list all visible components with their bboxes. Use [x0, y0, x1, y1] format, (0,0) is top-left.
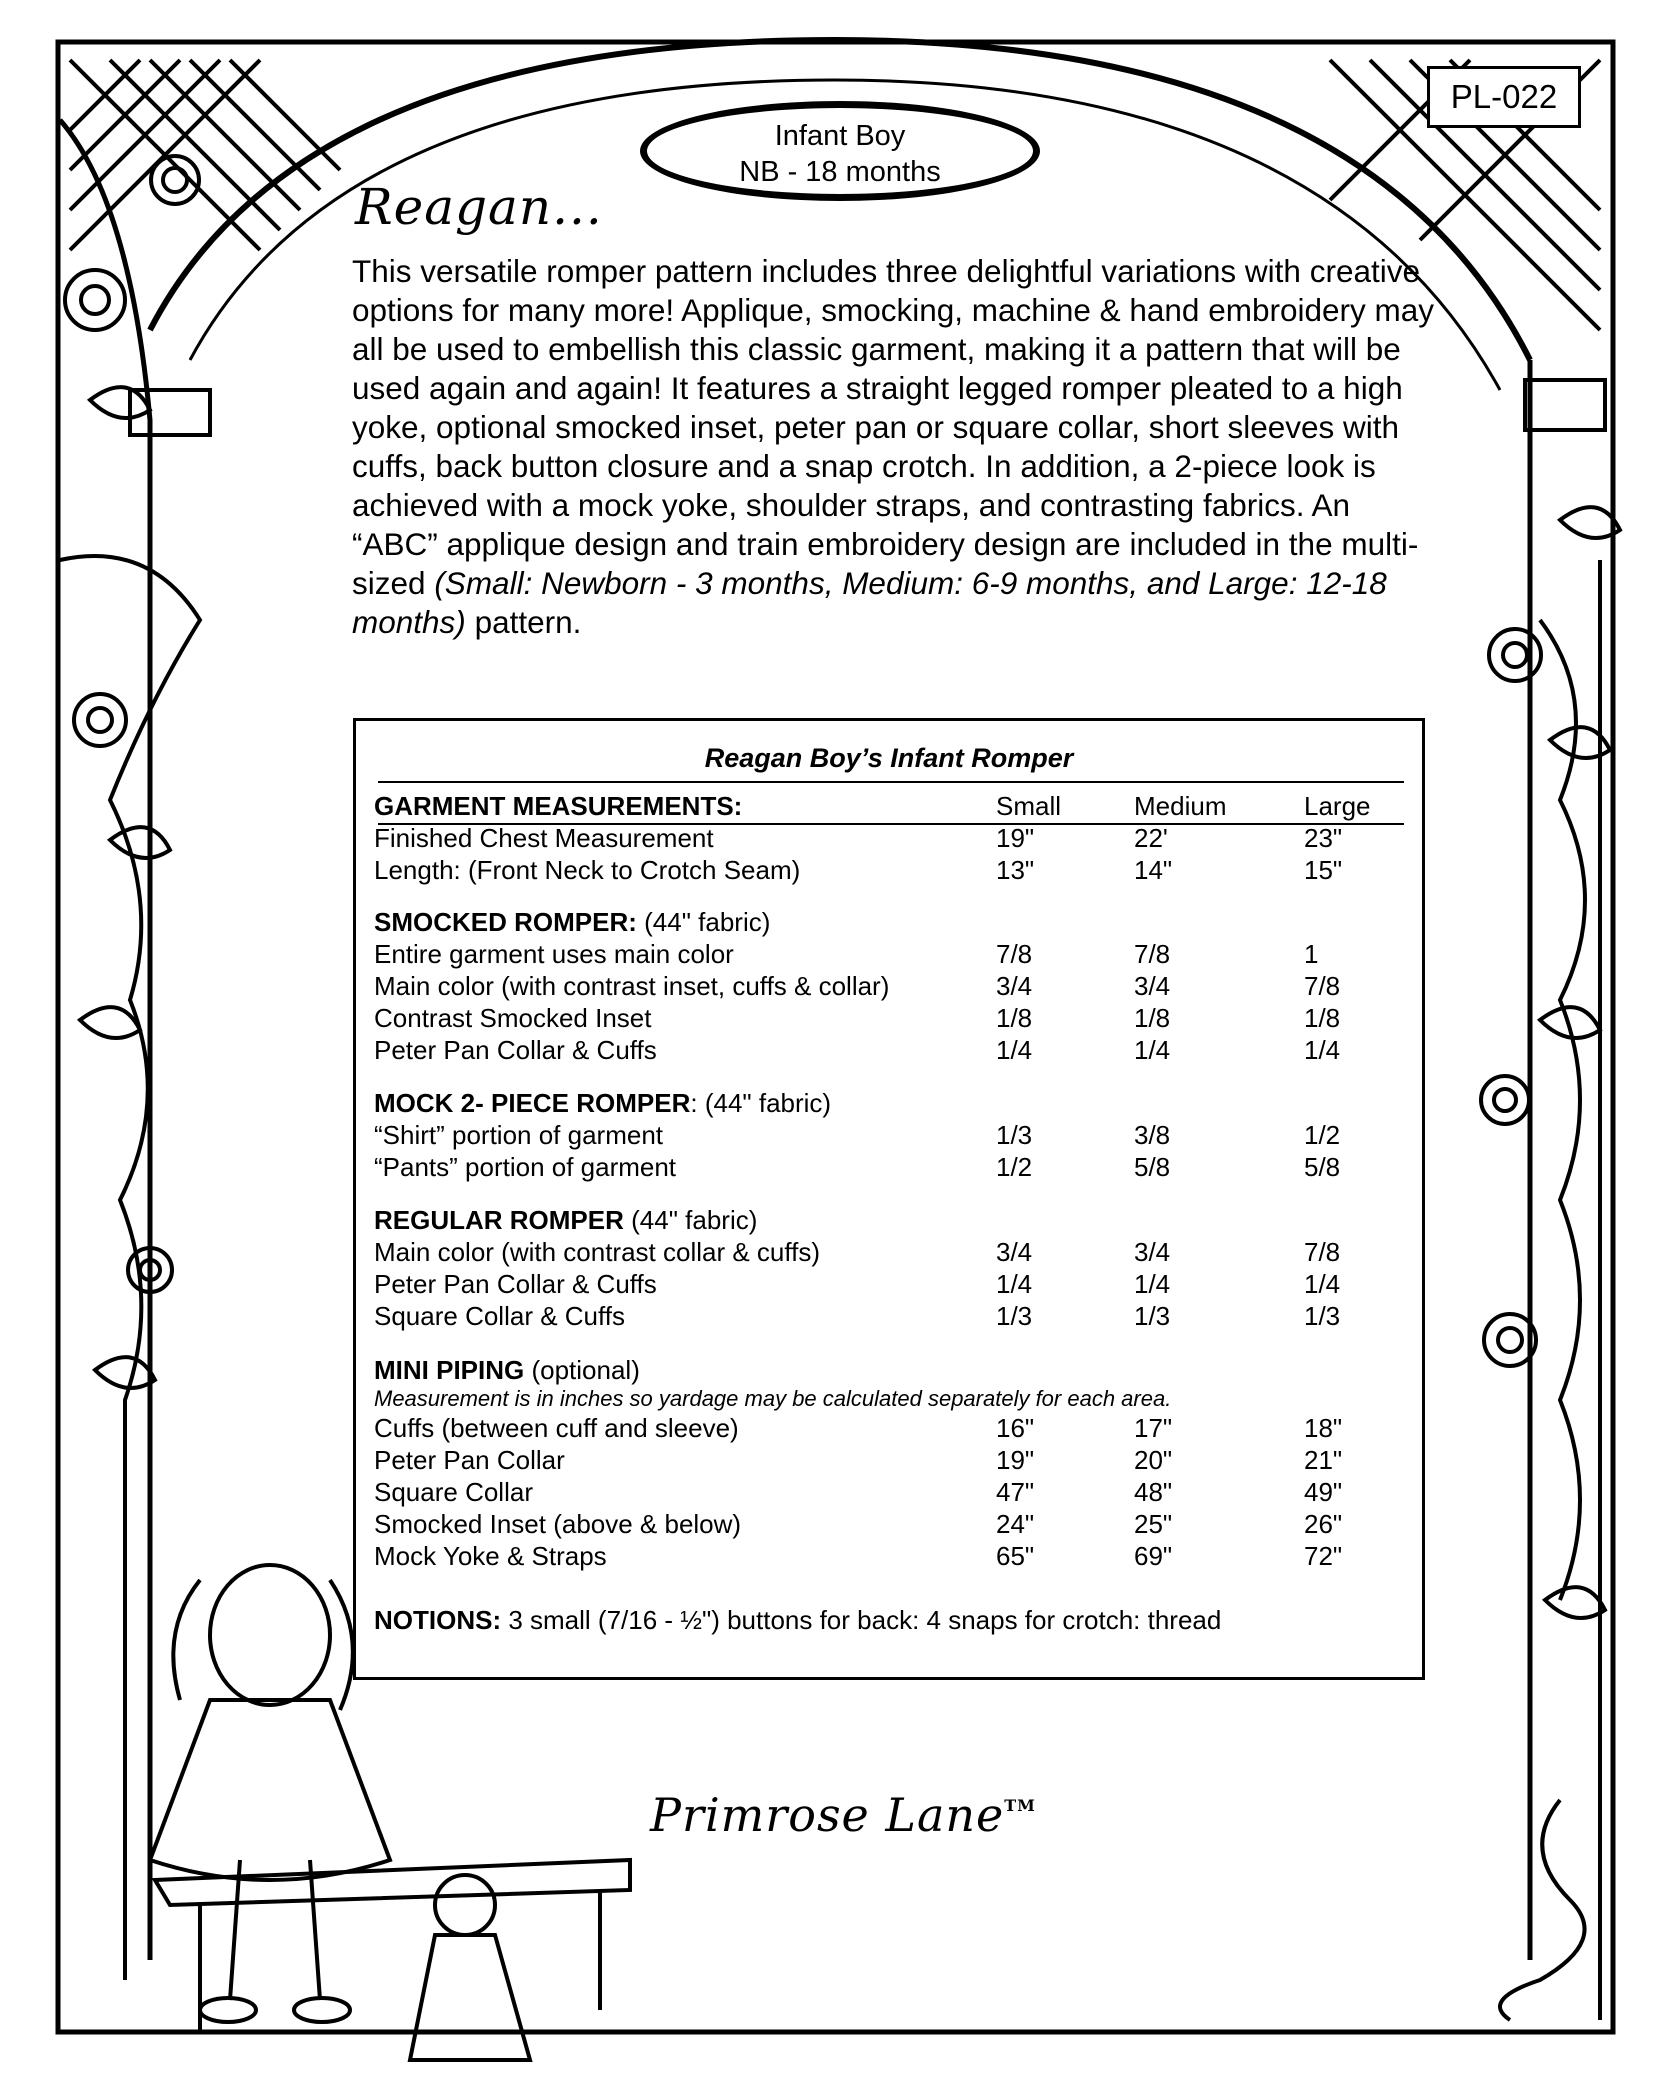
value-medium: 14" — [1134, 855, 1173, 885]
brand-name: Primrose Lane — [650, 1788, 1005, 1842]
row-label: Square Collar & Cuffs — [374, 1301, 625, 1331]
value-large: 7/8 — [1304, 1237, 1341, 1267]
value-medium: 7/8 — [1134, 939, 1171, 969]
row-label: Peter Pan Collar — [374, 1445, 565, 1475]
section-note: (optional) — [524, 1355, 640, 1385]
value-small: 1/3 — [996, 1120, 1033, 1150]
table-row — [374, 939, 1402, 969]
table-row — [374, 1152, 1402, 1182]
section-title: MINI PIPING — [374, 1355, 525, 1385]
pattern-description — [352, 252, 1442, 642]
row-label: Cuffs (between cuff and sleeve) — [374, 1413, 739, 1443]
value-large: 49" — [1304, 1477, 1343, 1507]
notions-title: NOTIONS: — [374, 1605, 502, 1635]
row-label: Length: (Front Neck to Crotch Seam) — [374, 855, 801, 885]
value-medium: 1/3 — [1134, 1301, 1171, 1331]
row-label: Entire garment uses main color — [374, 939, 734, 969]
notions-row — [374, 1605, 1402, 1635]
table-row — [374, 1003, 1402, 1033]
value-large: 1/2 — [1304, 1120, 1341, 1150]
value-large: 7/8 — [1304, 971, 1341, 1001]
table-row — [374, 1541, 1402, 1571]
piping-subnote: Measurement is in inches so yardage may be calculated separately for each area. — [374, 1386, 1172, 1411]
header-small: Small — [996, 791, 1062, 821]
brand-logo — [650, 1788, 1036, 1842]
value-small: 65" — [996, 1541, 1035, 1571]
value-medium: 20" — [1134, 1445, 1173, 1475]
notions-text: 3 small (7/16 - ½") buttons for back: 4 snaps for crotch: thread — [501, 1605, 1222, 1635]
value-small: 1/2 — [996, 1152, 1033, 1182]
table-row — [374, 1413, 1402, 1443]
value-small: 1/8 — [996, 1003, 1033, 1033]
value-small: 1/3 — [996, 1301, 1033, 1331]
description-main: This versatile romper pattern includes three delightful variations with creative options for many more! Applique, smocking, machine & hand embroidery may all be used to embellish this classic garment, making it a pattern that will be used again and again! It features a straight legged romper pleated to a high yoke, optional smocked inset, peter pan or square collar, short sleeves with cuffs, back button closure and a snap crotch. In addition, a 2-piece look is achieved with a mock yoke, shoulder straps, and contrasting fabrics. An “ABC” applique design and train embroidery design are included in the multi-sized — [352, 253, 1435, 601]
value-small: 16" — [996, 1413, 1035, 1443]
section-title: REGULAR ROMPER — [374, 1205, 624, 1235]
section-note: (44" fabric) — [636, 907, 771, 937]
header-large: Large — [1304, 791, 1371, 821]
row-label: Smocked Inset (above & below) — [374, 1509, 742, 1539]
table-row — [374, 1237, 1402, 1267]
trademark-mark: TM — [1004, 1796, 1036, 1815]
value-small: 13" — [996, 855, 1035, 885]
size-badge — [640, 101, 1040, 201]
value-large: 21" — [1304, 1445, 1343, 1475]
table-title: Reagan Boy’s Infant Romper — [704, 743, 1074, 773]
badge-line-2: NB - 18 months — [739, 156, 941, 188]
value-large: 23" — [1304, 823, 1343, 853]
row-label: Main color (with contrast collar & cuffs) — [374, 1237, 820, 1267]
header-label: GARMENT MEASUREMENTS: — [374, 791, 743, 821]
row-label: Main color (with contrast inset, cuffs & collar) — [374, 971, 890, 1001]
table-row — [374, 971, 1402, 1001]
header-medium: Medium — [1134, 791, 1227, 821]
value-small: 1/4 — [996, 1269, 1033, 1299]
table-header-row — [374, 791, 1402, 821]
section-note: (44" fabric) — [623, 1205, 758, 1235]
value-small: 47" — [996, 1477, 1035, 1507]
value-medium: 1/4 — [1134, 1035, 1171, 1065]
value-medium: 5/8 — [1134, 1152, 1171, 1182]
value-large: 5/8 — [1304, 1152, 1341, 1182]
table-rule-top — [378, 781, 1404, 783]
badge-line-1: Infant Boy — [774, 120, 906, 152]
value-medium: 22' — [1134, 823, 1168, 853]
value-large: 15" — [1304, 855, 1343, 885]
table-row — [374, 1035, 1402, 1065]
value-large: 1/4 — [1304, 1035, 1341, 1065]
pattern-title: Reagan... — [355, 178, 603, 236]
value-large: 1 — [1304, 939, 1319, 969]
section-title: SMOCKED ROMPER: — [374, 907, 637, 937]
value-large: 72" — [1304, 1541, 1343, 1571]
value-small: 3/4 — [996, 971, 1033, 1001]
table-row — [374, 1269, 1402, 1299]
value-medium: 25" — [1134, 1509, 1173, 1539]
value-large: 26" — [1304, 1509, 1343, 1539]
requirements-table — [353, 718, 1425, 1680]
section-note: : (44" fabric) — [690, 1088, 832, 1118]
value-large: 1/8 — [1304, 1003, 1341, 1033]
row-label: “Shirt” portion of garment — [374, 1120, 664, 1150]
section-title: MOCK 2- PIECE ROMPER — [374, 1088, 691, 1118]
table-row — [374, 1301, 1402, 1331]
value-small: 19" — [996, 823, 1035, 853]
row-label: Peter Pan Collar & Cuffs — [374, 1269, 657, 1299]
table-row — [374, 1120, 1402, 1150]
value-small: 1/4 — [996, 1035, 1033, 1065]
pattern-code: PL-022 — [1427, 66, 1581, 128]
value-medium: 17" — [1134, 1413, 1173, 1443]
row-label: Mock Yoke & Straps — [374, 1541, 607, 1571]
value-large: 1/3 — [1304, 1301, 1341, 1331]
table-row — [374, 1445, 1402, 1475]
section-regular-romper — [374, 1205, 1402, 1235]
value-medium: 3/4 — [1134, 1237, 1171, 1267]
value-small: 19" — [996, 1445, 1035, 1475]
row-label: Peter Pan Collar & Cuffs — [374, 1035, 657, 1065]
table-row — [374, 1509, 1402, 1539]
value-large: 18" — [1304, 1413, 1343, 1443]
value-medium: 48" — [1134, 1477, 1173, 1507]
value-medium: 3/4 — [1134, 971, 1171, 1001]
row-label: Square Collar — [374, 1477, 533, 1507]
description-end: pattern. — [474, 604, 582, 640]
value-small: 7/8 — [996, 939, 1033, 969]
value-medium: 3/8 — [1134, 1120, 1171, 1150]
section-smocked-romper — [374, 907, 1402, 937]
value-small: 3/4 — [996, 1237, 1033, 1267]
section-mock-romper — [374, 1088, 1402, 1118]
value-small: 24" — [996, 1509, 1035, 1539]
table-row — [374, 1477, 1402, 1507]
table-row — [374, 855, 1402, 885]
value-medium: 1/8 — [1134, 1003, 1171, 1033]
row-label: Contrast Smocked Inset — [374, 1003, 652, 1033]
value-medium: 69" — [1134, 1541, 1173, 1571]
description-sizes: (Small: Newborn - 3 months, Medium: 6-9 months, and Large: 12-18 months) — [352, 565, 1387, 640]
row-label: “Pants” portion of garment — [374, 1152, 677, 1182]
row-label: Finished Chest Measurement — [374, 823, 714, 853]
value-large: 1/4 — [1304, 1269, 1341, 1299]
table-row — [374, 823, 1402, 853]
value-medium: 1/4 — [1134, 1269, 1171, 1299]
section-mini-piping — [374, 1355, 1402, 1385]
